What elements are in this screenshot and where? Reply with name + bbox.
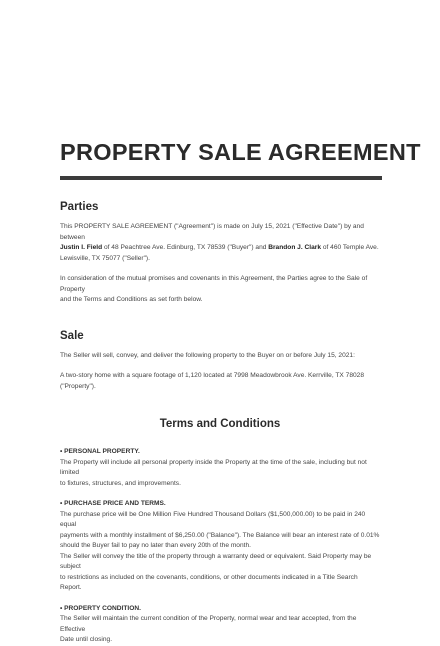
terms-line: to restrictions as included on the covenants, conditions, or other documents indicated in a Title Search Report.	[60, 573, 358, 591]
sale-paragraph-1: The Seller will sell, convey, and deliver the following property to the Buyer on or before July 15, 2021:	[60, 351, 355, 359]
terms-line: Date until closing.	[60, 636, 113, 643]
terms-item-body	[60, 458, 380, 490]
parties-text: This PROPERTY SALE AGREEMENT ("Agreement") is made on July 15, 2021 ("Effective Date") by and between	[60, 223, 364, 241]
terms-line: The Seller will convey the title of the property through a warranty deed or equivalent. Said Property may be subject	[60, 552, 372, 570]
parties-text: of 460 Temple Ave.	[321, 244, 379, 251]
terms-line: The Seller will maintain the current condition of the Property, normal wear and tear accepted, from the Effective	[60, 615, 357, 633]
terms-line: The Property will include all personal property inside the Property at the time of the sale, including but not limited	[60, 458, 367, 476]
parties-text: of 48 Peachtree Ave. Edinburg, TX 78539 ("Buyer") and	[102, 244, 269, 251]
sale-paragraph-2	[60, 371, 380, 392]
title-divider	[60, 176, 382, 180]
parties-paragraph-1	[60, 222, 380, 264]
terms-item-body	[60, 510, 380, 594]
terms-line: payments with a monthly installment of $6,250.00 ("Balance"). The Balance will bear an interest rate of 0.01%	[60, 531, 380, 539]
parties-text: and the Terms and Conditions as set forth below.	[60, 296, 203, 303]
terms-item-label: • PROPERTY CONDITION.	[60, 604, 141, 612]
sale-text: A two-story home with a square footage of 1,120 located at 7998 Meadowbrook Ave. Kerrville, TX 78028	[60, 372, 364, 379]
parties-paragraph-2	[60, 274, 380, 306]
terms-item-body	[60, 614, 380, 646]
terms-item	[60, 604, 380, 646]
terms-heading: Terms and Conditions	[159, 418, 281, 430]
document-title: PROPERTY SALE AGREEMENT	[60, 139, 421, 165]
terms-item-label: • PERSONAL PROPERTY.	[60, 448, 140, 455]
terms-line: to fixtures, structures, and improvements.	[60, 479, 181, 487]
terms-item	[60, 499, 380, 594]
parties-text: Lewisville, TX 75077 ("Seller").	[60, 254, 150, 262]
parties-text: In consideration of the mutual promises and covenants in this Agreement, the Parties agree to the Sale of Property	[60, 275, 368, 293]
terms-item-label: • PURCHASE PRICE AND TERMS.	[60, 500, 166, 507]
terms-line: should the Buyer fail to pay no later than every 20th of the month.	[60, 542, 251, 549]
terms-item	[60, 447, 380, 489]
buyer-name: Justin I. Field	[60, 244, 103, 251]
parties-heading: Parties	[60, 201, 99, 213]
terms-line: The purchase price will be One Million Five Hundred Thousand Dollars ($1,500,000.00) to be paid in 240 equal	[60, 510, 366, 528]
sale-heading: Sale	[60, 329, 84, 342]
sale-text: ("Property").	[60, 382, 96, 390]
seller-name: Brandon J. Clark	[268, 244, 321, 251]
